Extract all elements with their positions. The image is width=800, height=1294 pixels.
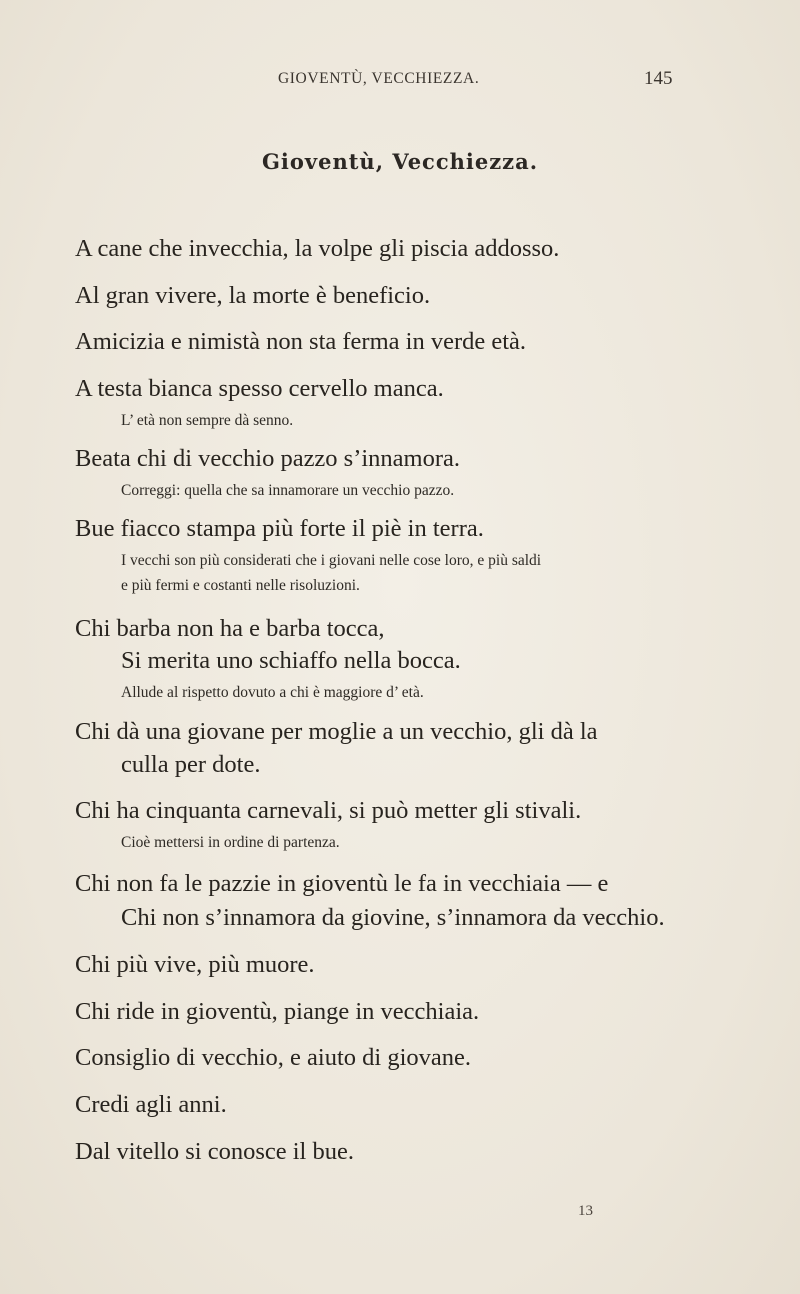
proverb-note: e più fermi e costanti nelle risoluzioni.	[121, 577, 360, 594]
proverb-line: Chi ha cinquanta carnevali, si può metter gli stivali.	[75, 797, 582, 824]
proverb-line: Chi ride in gioventù, piange in vecchiaia.	[75, 998, 480, 1025]
proverb-line: A cane che invecchia, la volpe gli piscia addosso.	[75, 235, 560, 262]
section-title: Gioventù, Vecchiezza.	[261, 149, 538, 174]
running-title: GIOVENTÙ, VECCHIEZZA.	[278, 70, 480, 87]
proverb-note: Correggi: quella che sa innamorare un vecchio pazzo.	[121, 482, 455, 499]
proverb-line: Chi più vive, più muore.	[75, 951, 315, 978]
proverb-line: Amicizia e nimistà non sta ferma in verde età.	[75, 328, 527, 355]
proverb-line: Beata chi di vecchio pazzo s’innamora.	[75, 445, 461, 472]
proverb-line: Bue fiacco stampa più forte il piè in terra.	[75, 515, 484, 542]
proverb-line: A testa bianca spesso cervello manca.	[75, 375, 444, 402]
proverb-line: Chi non fa le pazzie in gioventù le fa in vecchiaia — e	[75, 870, 609, 897]
proverb-line: culla per dote.	[121, 751, 261, 778]
running-head	[0, 70, 800, 94]
proverb-line: Credi agli anni.	[75, 1091, 227, 1118]
proverb-note: Cioè mettersi in ordine di partenza.	[121, 834, 340, 851]
proverb-note: I vecchi son più considerati che i giovani nelle cose loro, e più saldi	[121, 552, 542, 569]
proverb-line: Chi dà una giovane per moglie a un vecchio, gli dà la	[75, 718, 598, 745]
page-number: 145	[644, 68, 673, 89]
proverb-note: L’ età non sempre dà senno.	[121, 412, 294, 429]
proverb-line: Chi barba non ha e barba tocca,	[75, 615, 385, 642]
proverb-line: Al gran vivere, la morte è beneficio.	[75, 282, 431, 309]
proverb-line: Consiglio di vecchio, e aiuto di giovane.	[75, 1044, 472, 1071]
proverb-line: Si merita uno schiaffo nella bocca.	[121, 647, 461, 674]
proverb-note: Allude al rispetto dovuto a chi è maggiore d’ età.	[121, 684, 424, 701]
proverb-line: Chi non s’innamora da giovine, s’innamora da vecchio.	[121, 904, 665, 931]
signature-mark: 13	[578, 1203, 593, 1219]
proverb-line: Dal vitello si conosce il bue.	[75, 1138, 354, 1165]
